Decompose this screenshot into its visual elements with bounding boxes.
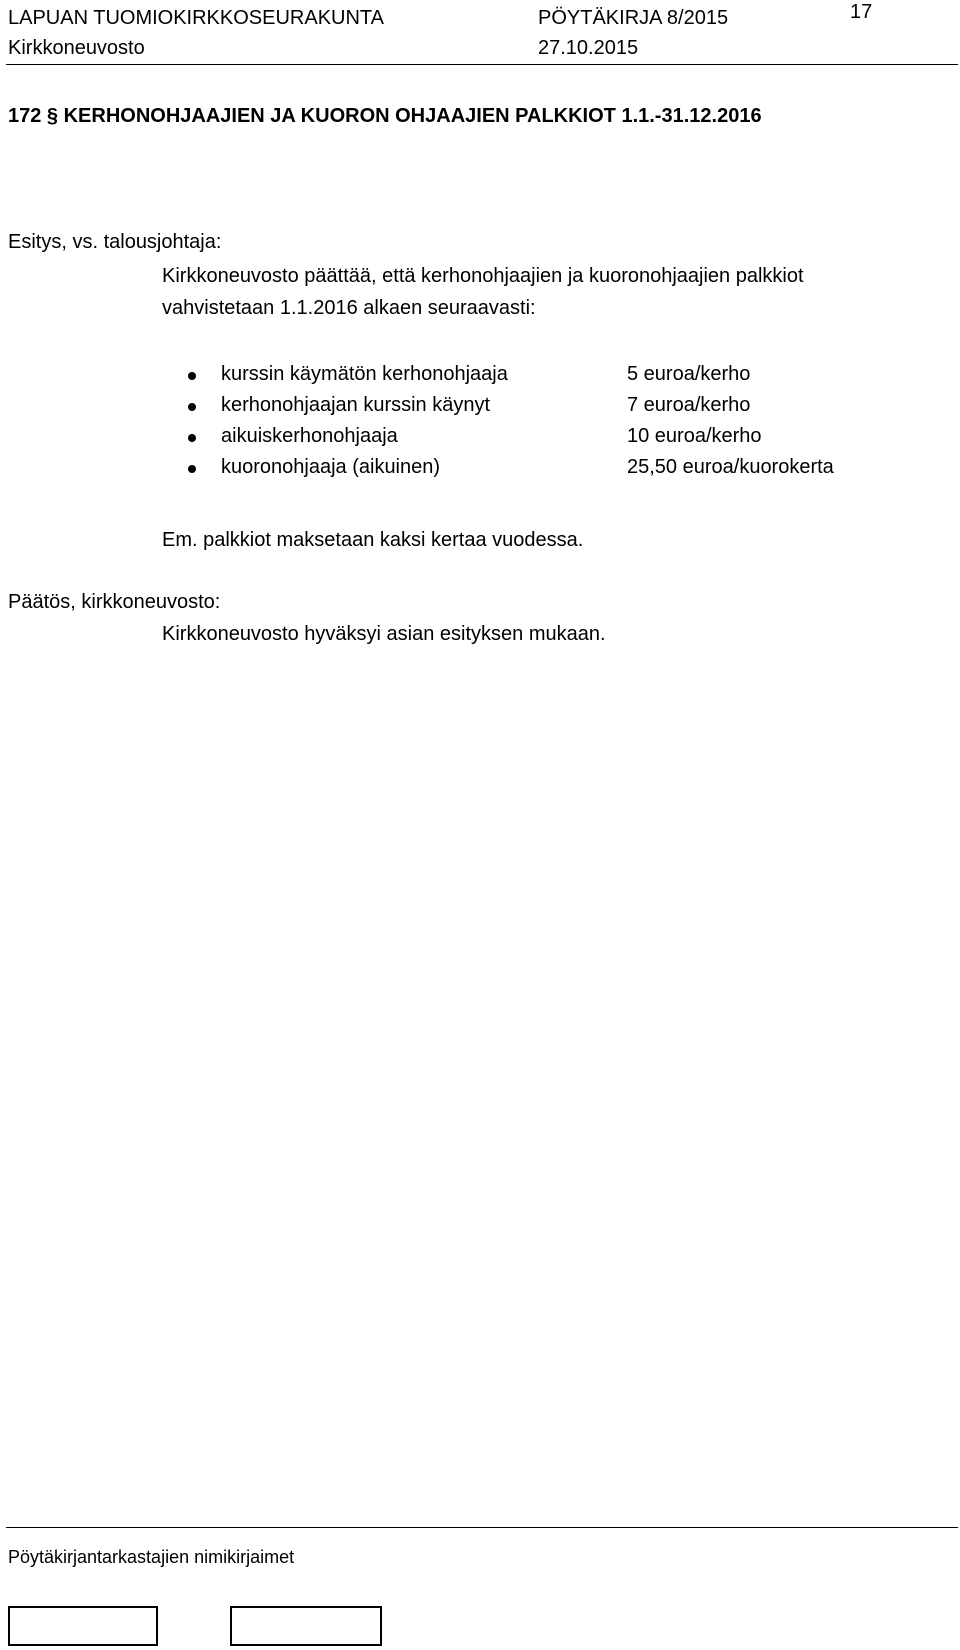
bullet-icon: [188, 465, 196, 473]
page-number: 17: [850, 1, 873, 23]
fee-role: aikuiskerhonohjaaja: [221, 425, 398, 447]
initials-box: [230, 1606, 382, 1646]
document-number: PÖYTÄKIRJA 8/2015: [538, 7, 729, 29]
fee-role: kerhonohjaajan kurssin käynyt: [221, 394, 491, 416]
decision-label: Päätös, kirkkoneuvosto:: [8, 591, 221, 613]
fee-role: kuoronohjaaja (aikuinen): [221, 456, 441, 478]
header-divider: [6, 64, 958, 65]
meeting-date: 27.10.2015: [538, 37, 639, 59]
proposal-label: Esitys, vs. talousjohtaja:: [8, 231, 222, 253]
bullet-icon: [188, 372, 196, 380]
fee-amount: 5 euroa/kerho: [627, 363, 751, 385]
fee-amount: 10 euroa/kerho: [627, 425, 762, 447]
org-name: LAPUAN TUOMIOKIRKKOSEURAKUNTA: [8, 7, 384, 29]
fee-amount: 25,50 euroa/kuorokerta: [627, 456, 834, 478]
section-title: 172 § KERHONOHJAAJIEN JA KUORON OHJAAJIEN PALKKIOT 1.1.-31.12.2016: [8, 105, 762, 127]
footer-divider: [6, 1527, 958, 1528]
initials-label: Pöytäkirjantarkastajien nimikirjaimet: [8, 1547, 295, 1567]
decision-text: Kirkkoneuvosto hyväksyi asian esityksen mukaan.: [162, 623, 606, 645]
bullet-icon: [188, 434, 196, 442]
proposal-line-2: vahvistetaan 1.1.2016 alkaen seuraavasti:: [162, 297, 536, 319]
proposal-line-1: Kirkkoneuvosto päättää, että kerhonohjaajien ja kuoronohjaajien palkkiot: [162, 265, 804, 287]
bullet-icon: [188, 403, 196, 411]
payment-note: Em. palkkiot maksetaan kaksi kertaa vuodessa.: [162, 529, 584, 551]
fee-amount: 7 euroa/kerho: [627, 394, 751, 416]
fee-role: kurssin käymätön kerhonohjaaja: [221, 363, 508, 385]
meeting-body: Kirkkoneuvosto: [8, 37, 145, 59]
initials-box: [8, 1606, 158, 1646]
